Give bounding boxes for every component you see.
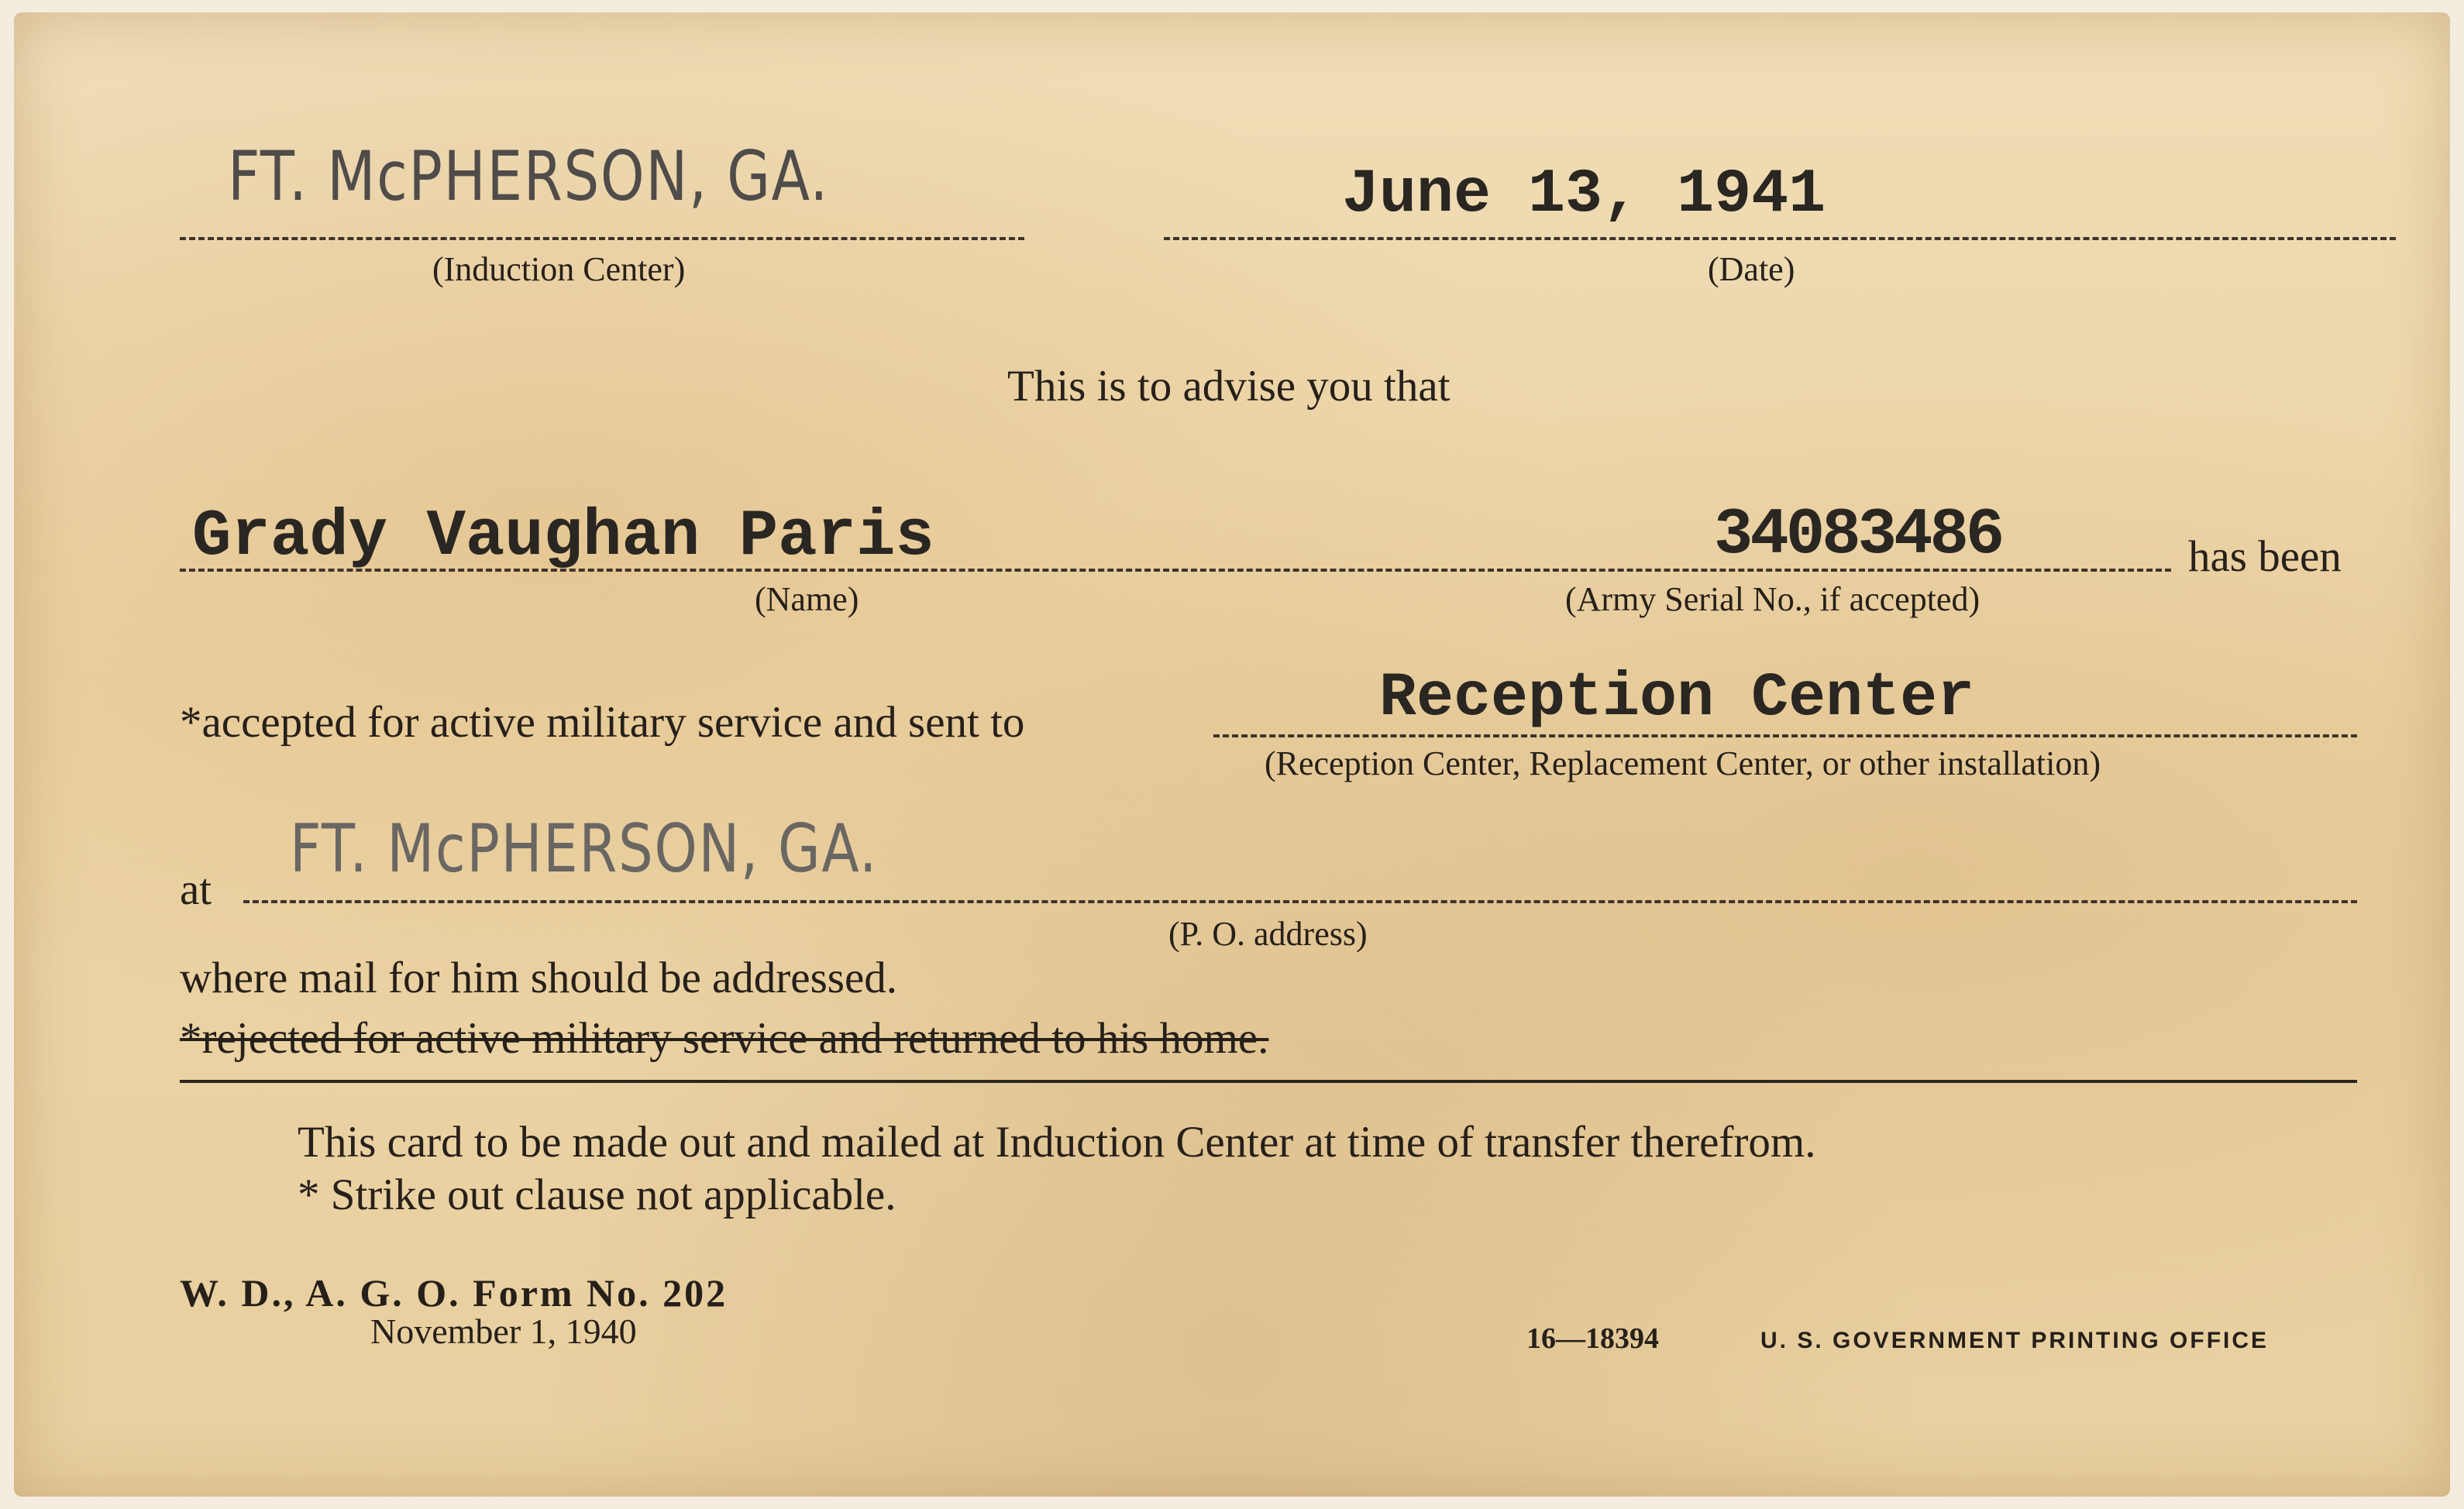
rejected-clause: *rejected for active military service and returned to his home. (180, 1014, 1269, 1063)
date-line (1164, 237, 2396, 240)
divider-rule (180, 1080, 2357, 1083)
induction-center-caption: (Induction Center) (432, 250, 686, 288)
advise-text: This is to advise you that (1007, 362, 1451, 411)
mail-text: where mail for him should be addressed. (180, 954, 897, 1002)
instruction-text: This card to be made out and mailed at Induction Center at time of transfer therefrom. (298, 1118, 1816, 1167)
form-number: W. D., A. G. O. Form No. 202 (180, 1271, 728, 1315)
serial-caption: (Army Serial No., if accepted) (1565, 580, 1980, 618)
address-stamp: FT. McPHERSON, GA. (290, 810, 879, 888)
induction-card (14, 12, 2450, 1497)
address-line (243, 900, 2357, 903)
at-label: at (180, 865, 212, 914)
installation-caption: (Reception Center, Replacement Center, or other installation) (1265, 744, 2101, 782)
form-date: November 1, 1940 (370, 1311, 637, 1351)
accepted-clause: *accepted for active military service and sent to (180, 698, 1025, 747)
address-caption: (P. O. address) (1168, 915, 1368, 953)
printer-credit: U. S. GOVERNMENT PRINTING OFFICE (1760, 1328, 2270, 1353)
has-been-text: has been (2188, 532, 2342, 581)
induction-center-line (180, 237, 1024, 240)
date-value: June 13, 1941 (1342, 160, 1826, 230)
name-value: Grady Vaughan Paris (192, 500, 934, 574)
name-caption: (Name) (755, 580, 859, 618)
induction-center-stamp: FT. McPHERSON, GA. (228, 136, 830, 216)
date-caption: (Date) (1708, 250, 1795, 288)
serial-value: 34083486 (1714, 499, 2002, 572)
installation-value: Reception Center (1379, 663, 1975, 734)
name-serial-line (180, 569, 2171, 572)
print-code: 16—18394 (1526, 1322, 1659, 1355)
installation-line (1213, 734, 2357, 737)
strike-out-note: * Strike out clause not applicable. (298, 1170, 896, 1219)
